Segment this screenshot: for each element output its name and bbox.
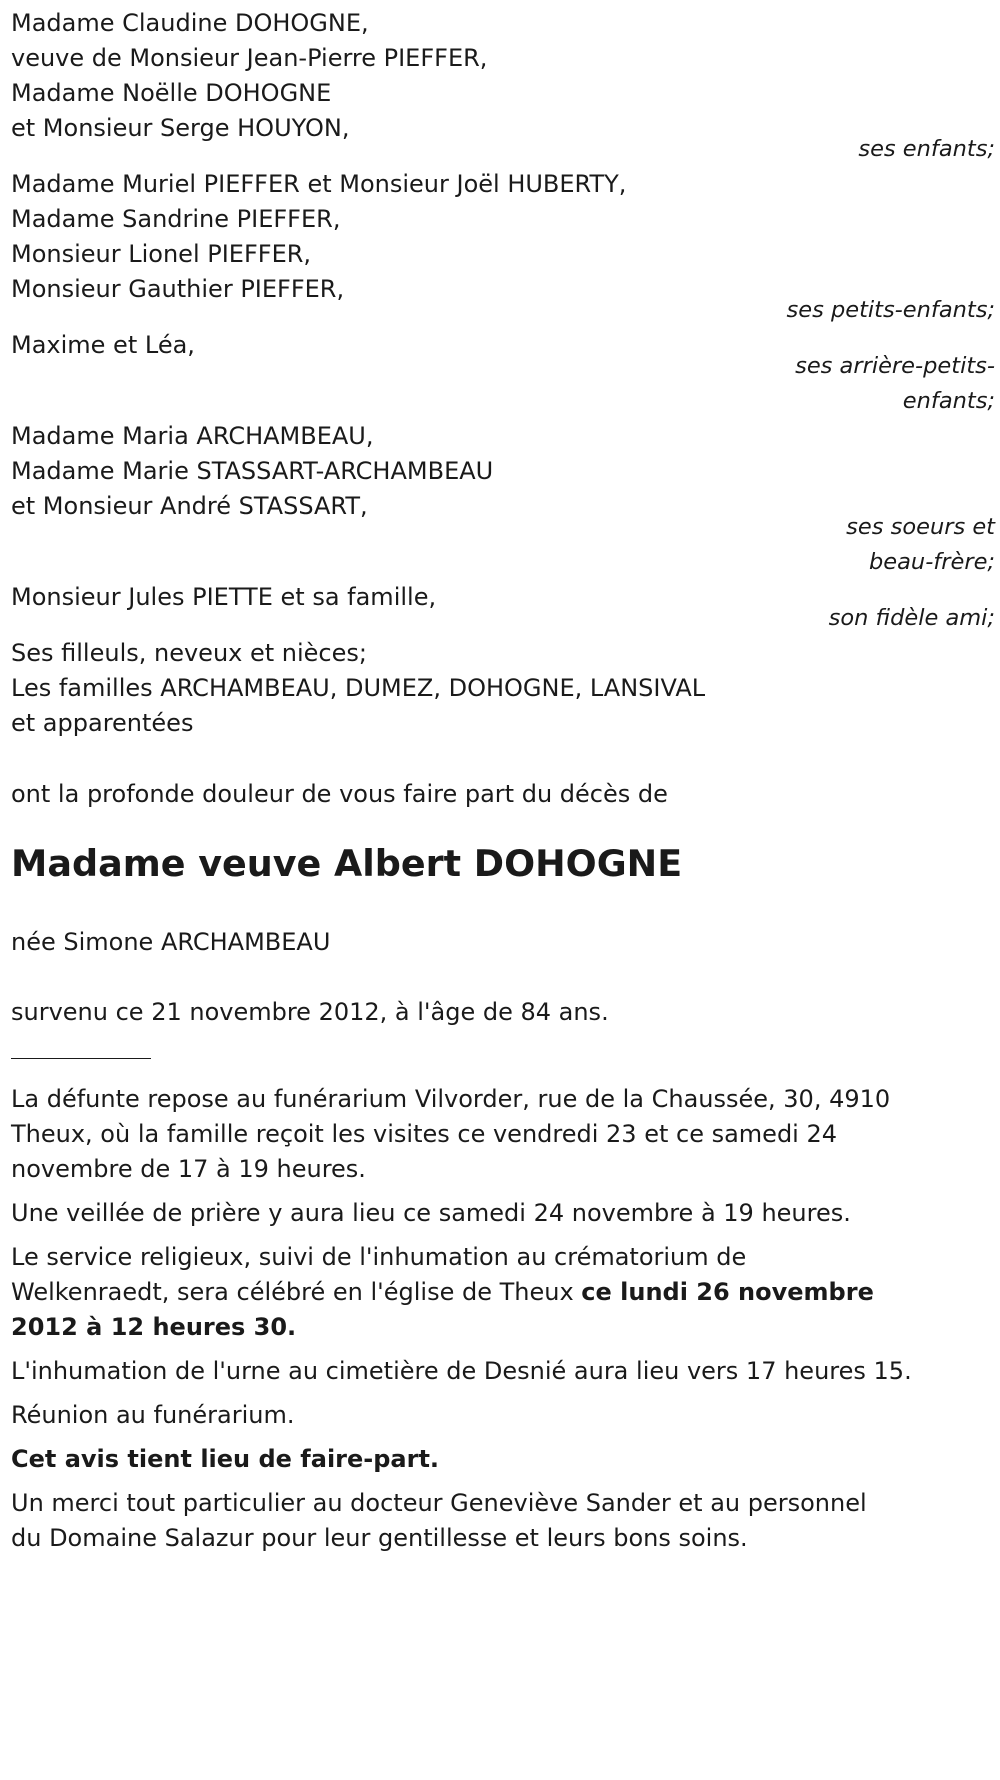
- relation-label-siblings: ses soeurs et: [846, 514, 995, 540]
- family-member-line: Madame Claudine DOHOGNE,: [11, 9, 369, 37]
- notice-statement: Cet avis tient lieu de faire-part.: [11, 1445, 440, 1473]
- family-member-line: Monsieur Lionel PIEFFER,: [11, 240, 312, 268]
- service-time-bold: 2012 à 12 heures 30.: [11, 1313, 297, 1341]
- vigil-info: Une veillée de prière y aura lieu ce samedi 24 novembre à 19 heures.: [11, 1199, 851, 1227]
- family-member-line: et apparentées: [11, 709, 194, 737]
- service-info-line: Le service religieux, suivi de l'inhumation au crématorium de: [11, 1243, 747, 1271]
- deceased-name: Madame veuve Albert DOHOGNE: [11, 842, 683, 885]
- family-member-line: Monsieur Jules PIETTE et sa famille,: [11, 583, 437, 611]
- separator-line: [11, 1058, 151, 1059]
- service-text: Welkenraedt, sera célébré en l'église de Theux: [11, 1278, 582, 1306]
- relation-label-friend: son fidèle ami;: [828, 605, 995, 631]
- wake-info-line: Theux, où la famille reçoit les visites ce vendredi 23 et ce samedi 24: [11, 1120, 838, 1148]
- service-info-line: [11, 1272, 874, 1312]
- death-info: survenu ce 21 novembre 2012, à l'âge de 84 ans.: [11, 998, 609, 1026]
- wake-info-line: La défunte repose au funérarium Vilvorder, rue de la Chaussée, 30, 4910: [11, 1085, 891, 1113]
- thanks-line: du Domaine Salazur pour leur gentillesse et leurs bons soins.: [11, 1524, 748, 1552]
- family-member-line: Les familles ARCHAMBEAU, DUMEZ, DOHOGNE, LANSIVAL: [11, 674, 706, 702]
- birth-name: née Simone ARCHAMBEAU: [11, 928, 331, 956]
- family-member-line: Madame Marie STASSART-ARCHAMBEAU: [11, 457, 494, 485]
- family-member-line: Madame Muriel PIEFFER et Monsieur Joël HUBERTY,: [11, 170, 627, 198]
- announcement-text: ont la profonde douleur de vous faire part du décès de: [11, 780, 668, 808]
- urn-info: L'inhumation de l'urne au cimetière de Desnié aura lieu vers 17 heures 15.: [11, 1357, 912, 1385]
- family-member-line: Madame Maria ARCHAMBEAU,: [11, 422, 374, 450]
- family-member-line: Ses filleuls, neveux et nièces;: [11, 639, 367, 667]
- meeting-info: Réunion au funérarium.: [11, 1401, 295, 1429]
- relation-label-children: ses enfants;: [858, 136, 995, 162]
- relation-label-grandchildren: ses petits-enfants;: [786, 297, 995, 323]
- family-member-line: et Monsieur André STASSART,: [11, 492, 368, 520]
- relation-label-siblings: beau-frère;: [869, 549, 995, 575]
- family-member-line: et Monsieur Serge HOUYON,: [11, 114, 350, 142]
- relation-label-great-grandchildren: enfants;: [902, 388, 995, 414]
- wake-info-line: novembre de 17 à 19 heures.: [11, 1155, 366, 1183]
- family-member-line: Maxime et Léa,: [11, 331, 195, 359]
- relation-label-great-grandchildren: ses arrière-petits-: [795, 353, 995, 379]
- family-member-line: Madame Noëlle DOHOGNE: [11, 79, 332, 107]
- service-date-bold: ce lundi 26 novembre: [581, 1278, 874, 1306]
- family-member-line: veuve de Monsieur Jean-Pierre PIEFFER,: [11, 44, 488, 72]
- thanks-line: Un merci tout particulier au docteur Geneviève Sander et au personnel: [11, 1489, 867, 1517]
- family-member-line: Monsieur Gauthier PIEFFER,: [11, 275, 345, 303]
- family-member-line: Madame Sandrine PIEFFER,: [11, 205, 341, 233]
